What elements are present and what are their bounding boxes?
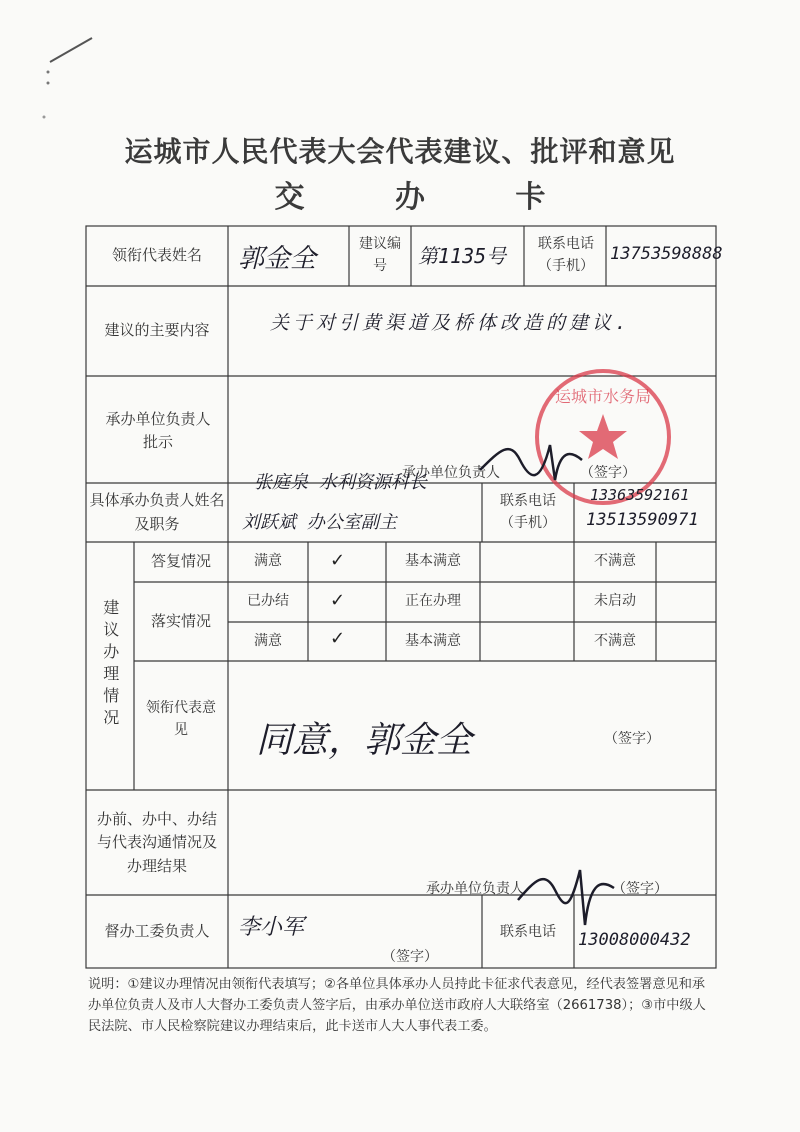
impl-opt-satisfied: 满意: [254, 632, 282, 649]
instruction-sign-note: （签字）: [580, 465, 636, 481]
content-label: 建议的主要内容: [104, 321, 210, 340]
reply-check: ✓: [330, 550, 346, 571]
stamp-text: 运城市水务局: [554, 387, 652, 406]
supervise-phone-value: 13008000432: [578, 930, 691, 950]
comm-sign-note: （签字）: [612, 881, 668, 897]
impl-check-a: ✓: [330, 590, 346, 611]
status-side-label: [90, 560, 130, 770]
comm-label: 办前、办中、办结与代表沟通情况及办理结果: [96, 810, 217, 875]
supervise-name: 李小军: [238, 915, 305, 940]
impl-opt-done: 已办结: [247, 593, 289, 610]
handler-person-1: 张庭泉 水利资源科长: [254, 472, 427, 493]
reply-label: 答复情况: [150, 552, 211, 571]
reply-opt-basic: 基本满意: [405, 553, 461, 570]
suggestion-number-label: 建议编号: [359, 236, 401, 274]
document-title: 运城市人民代表大会代表建议、批评和意见: [124, 135, 676, 168]
suggestion-number-value: 第1135号: [418, 244, 507, 268]
instruction-signature: [470, 430, 590, 490]
impl-check-b: ✓: [330, 628, 346, 649]
phone-value: 13753598888: [610, 244, 723, 264]
rep-opinion-sign-note: （签字）: [604, 731, 660, 747]
handler-person-2: 刘跃斌 办公室副主: [242, 512, 397, 533]
supervise-label: 督办工委负责人: [104, 921, 210, 940]
impl-opt-unsatisfied: 不满意: [594, 632, 636, 649]
handler-label: 具体承办负责人姓名及职务: [89, 491, 225, 533]
impl-label: 落实情况: [150, 611, 211, 630]
content-value: 关于对引黄渠道及桥体改造的建议.: [270, 312, 631, 334]
footer-note: 说明：①建议办理情况由领衔代表填写；②各单位具体承办人员持此卡征求代表意见，经代表签署意见和承办单位负责人及市人大督办工委负责人签字后，由承办单位送市政府人大联络室（2661738）；③市中级人民法院、市人民检察院建议办理结束后，此卡送市人大人事代表工委。: [88, 977, 706, 1034]
rep-name-value: 郭金全: [238, 244, 317, 274]
supervise-phone-label: 联系电话: [500, 924, 556, 941]
impl-opt-inprogress: 正在办理: [405, 593, 461, 610]
instruction-label: 承办单位负责人批示: [105, 409, 211, 451]
rep-opinion-label: 领衔代表意见: [146, 700, 216, 738]
status-side-text: 建议办理情况: [100, 599, 120, 731]
phone-label: 联系电话（手机）: [538, 236, 594, 274]
handler-phone-label: 联系电话（手机）: [500, 493, 556, 531]
comm-signer-label: 承办单位负责人: [426, 881, 524, 897]
rep-name-label: 领衔代表姓名: [111, 246, 202, 265]
impl-opt-notstarted: 未启动: [594, 593, 636, 610]
handler-phone-2: 13513590971: [586, 510, 699, 530]
supervise-sign-note: （签字）: [382, 949, 438, 965]
instruction-signer-label: 承办单位负责人: [402, 465, 500, 481]
reply-opt-unsatisfied: 不满意: [594, 553, 636, 570]
rep-opinion-value: 同意，郭金全: [256, 720, 473, 761]
handler-phone-1: 13363592161: [590, 486, 690, 504]
document-subtitle: 交 办 卡: [274, 180, 586, 215]
reply-opt-satisfied: 满意: [254, 553, 282, 570]
impl-opt-basic: 基本满意: [405, 632, 461, 649]
